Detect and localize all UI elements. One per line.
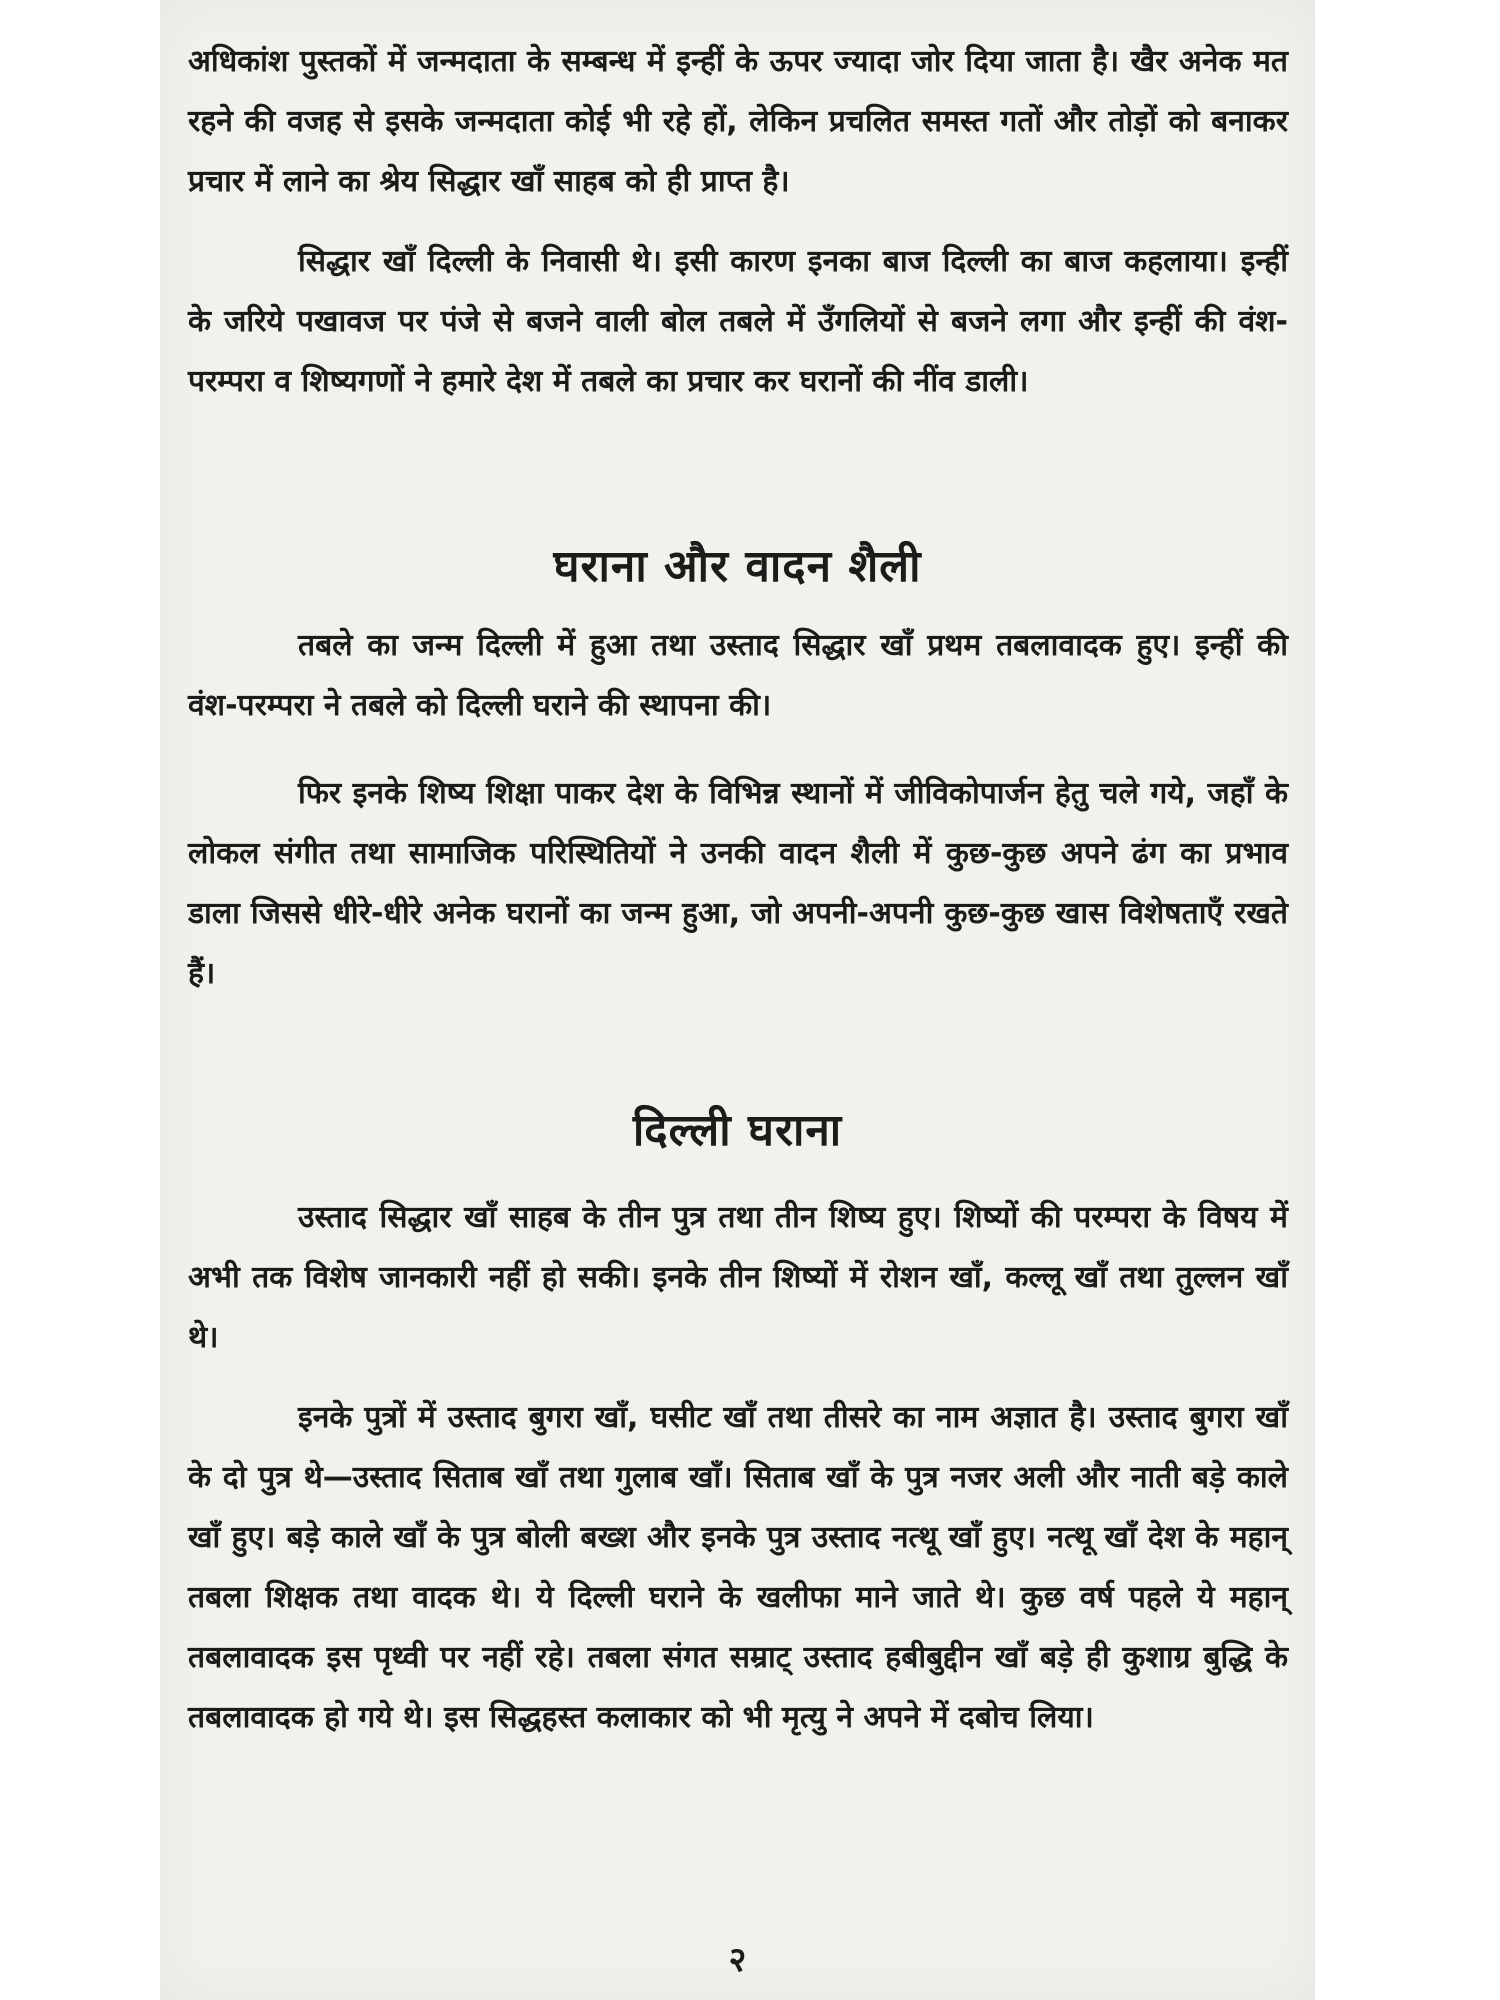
paragraph-intro-2: सिद्धार खाँ दिल्ली के निवासी थे। इसी कारण इनका बाज दिल्ली का बाज कहलाया। इन्हीं के जरिये पखावज पर पंजे से बजने वाली बोल तबले में उँगलियों से बजने लगा और इन्हीं की वंश-परम्परा व शिष्यगणों ने हमारे देश में तबले का प्रचार कर घरानों की नींव डाली। xyxy=(188,244,1288,399)
paragraph-delhi-1: उस्ताद सिद्धार खाँ साहब के तीन पुत्र तथा तीन शिष्य हुए। शिष्यों की परम्परा के विषय में अभी तक विशेष जानकारी नहीं हो सकी। इनके तीन शिष्यों में रोशन खाँ, कल्लू खाँ तथा तुल्लन खाँ थे। xyxy=(188,1200,1288,1355)
delhi-section xyxy=(188,1188,1288,1748)
document-page xyxy=(160,0,1315,2000)
gharana-section xyxy=(188,616,1288,1004)
heading-delhi-gharana: दिल्ली घराना xyxy=(632,1105,843,1156)
paragraph-intro-1: अधिकांश पुस्तकों में जन्मदाता के सम्बन्ध में इन्हीं के ऊपर ज्यादा जोर दिया जाता है। खैर अनेक मत रहने की वजह से इसके जन्मदाता कोई भी रहे हों, लेकिन प्रचलित समस्त गतों और तोड़ों को बनाकर प्रचार में लाने का श्रेय सिद्धार खाँ साहब को ही प्राप्त है। xyxy=(188,44,1288,199)
page-number: २ xyxy=(728,1940,747,1980)
paragraph-gharana-2: फिर इनके शिष्य शिक्षा पाकर देश के विभिन्न स्थानों में जीविकोपार्जन हेतु चले गये, जहाँ के लोकल संगीत तथा सामाजिक परिस्थितियों ने उनकी वादन शैली में कुछ-कुछ अपने ढंग का प्रभाव डाला जिससे धीरे-धीरे अनेक घरानों का जन्म हुआ, जो अपनी-अपनी कुछ-कुछ खास विशेषताएँ रखते हैं। xyxy=(188,776,1288,991)
paragraph-delhi-2: इनके पुत्रों में उस्ताद बुगरा खाँ, घसीट खाँ तथा तीसरे का नाम अज्ञात है। उस्ताद बुगरा खाँ के दो पुत्र थे—उस्ताद सिताब खाँ तथा गुलाब खाँ। सिताब खाँ के पुत्र नजर अली और नाती बड़े काले खाँ हुए। बड़े काले खाँ के पुत्र बोली बख्श और इनके पुत्र उस्ताद नत्थू खाँ हुए। नत्थू खाँ देश के महान् तबला शिक्षक तथा वादक थे। ये दिल्ली घराने के खलीफा माने जाते थे। कुछ वर्ष पहले ये महान् तबलावादक इस पृथ्वी पर नहीं रहे। तबला संगत सम्राट् उस्ताद हबीबुद्दीन खाँ बड़े ही कुशाग्र बुद्धि के तबलावादक हो गये थे। इस सिद्धहस्त कलाकार को भी मृत्यु ने अपने में दबोच लिया। xyxy=(188,1400,1288,1735)
intro-section xyxy=(188,32,1288,412)
heading-gharana-vadan-shaili: घराना और वादन शैली xyxy=(553,541,922,592)
paragraph-gharana-1: तबले का जन्म दिल्ली में हुआ तथा उस्ताद सिद्धार खाँ प्रथम तबलावादक हुए। इन्हीं की वंश-परम्परा ने तबले को दिल्ली घराने की स्थापना की। xyxy=(188,628,1288,723)
